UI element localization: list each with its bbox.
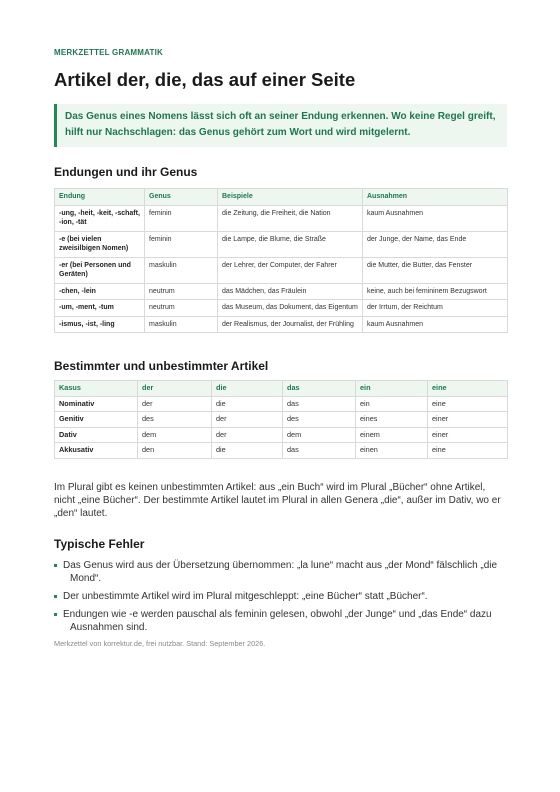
artikel-table — [54, 380, 508, 459]
table-cell: der Irrtum, der Reichtum — [363, 300, 508, 317]
table-cell: der Realismus, der Journalist, der Frühling — [218, 316, 363, 333]
table-header: der — [138, 381, 212, 397]
page-title: Artikel der, die, das auf einer Seite — [54, 69, 356, 90]
section-heading-fehler: Typische Fehler — [54, 536, 145, 551]
table-cell: -um, -ment, -tum — [55, 300, 145, 317]
table-header: ein — [356, 381, 428, 397]
table-cell: der — [212, 427, 283, 443]
table-cell: Akkusativ — [55, 443, 138, 459]
table-header: Beispiele — [218, 189, 363, 206]
table-row — [55, 427, 508, 443]
table-cell: das Mädchen, das Fräulein — [218, 283, 363, 300]
table-header-row — [55, 189, 508, 206]
table-cell: dem — [283, 427, 356, 443]
bullet-icon — [54, 564, 57, 567]
table-cell: einem — [356, 427, 428, 443]
table-cell: ein — [356, 396, 428, 412]
list-item — [54, 590, 507, 603]
table-row — [55, 300, 508, 317]
table-row — [55, 316, 508, 333]
table-cell: -ung, -heit, -keit, -schaft, -ion, -tät — [55, 205, 145, 231]
table-cell: neutrum — [145, 283, 218, 300]
table-cell: das — [283, 443, 356, 459]
table-header-row — [55, 381, 508, 397]
table-cell: der Lehrer, der Computer, der Fahrer — [218, 257, 363, 283]
table-cell: maskulin — [145, 257, 218, 283]
list-item-text: Das Genus wird aus der Übersetzung übernommen: „la lune“ macht aus „der Mond“ fälschlich „die Mond“. — [63, 559, 498, 584]
table-row — [55, 396, 508, 412]
endungen-table — [54, 188, 508, 333]
table-cell: -e (bei vielen zweisilbigen Nomen) — [55, 231, 145, 257]
table-cell: des — [283, 412, 356, 428]
table-cell: die — [212, 396, 283, 412]
table-cell: die Mutter, die Butter, das Fenster — [363, 257, 508, 283]
table-row — [55, 283, 508, 300]
table-cell: kaum Ausnahmen — [363, 316, 508, 333]
list-item-text: Der unbestimmte Artikel wird im Plural mitgeschleppt: „eine Bücher“ statt „Bücher“. — [63, 590, 428, 602]
table-cell: -ismus, -ist, -ling — [55, 316, 145, 333]
list-item — [54, 608, 507, 634]
section-heading-endungen: Endungen und ihr Genus — [54, 165, 198, 179]
table-header: das — [283, 381, 356, 397]
table-row — [55, 231, 508, 257]
table-row — [55, 443, 508, 459]
table-cell: die — [212, 443, 283, 459]
table-cell: einer — [428, 412, 508, 428]
table-cell: neutrum — [145, 300, 218, 317]
table-cell: das — [283, 396, 356, 412]
plural-note: Im Plural gibt es keinen unbestimmten Artikel: aus „ein Buch“ wird im Plural „Bücher“ ohne Artikel, nicht „eine Bücher“. Der bestimmte Artikel lautet im Plural in allen Genera „die“, außer im Dativ, wo er „den“ lautet. — [54, 481, 501, 519]
table-cell: einen — [356, 443, 428, 459]
table-cell: feminin — [145, 205, 218, 231]
bullet-icon — [54, 613, 57, 616]
table-cell: Dativ — [55, 427, 138, 443]
list-item-text: Endungen wie -e werden pauschal als feminin gelesen, obwohl „der Junge“ und „das Ende“ dazu Ausnahmen sind. — [63, 608, 492, 633]
table-cell: das Museum, das Dokument, das Eigentum — [218, 300, 363, 317]
table-cell: eine — [428, 443, 508, 459]
kicker-label: MERKZETTEL GRAMMATIK — [54, 48, 164, 57]
table-cell: der — [212, 412, 283, 428]
bullet-icon — [54, 595, 57, 598]
table-cell: den — [138, 443, 212, 459]
document-page — [54, 48, 507, 648]
table-cell: eines — [356, 412, 428, 428]
list-item — [54, 559, 507, 585]
table-header: Endung — [55, 189, 145, 206]
table-cell: des — [138, 412, 212, 428]
table-header: Kasus — [55, 381, 138, 397]
table-row — [55, 257, 508, 283]
callout-box: Das Genus eines Nomens lässt sich oft an seiner Endung erkennen. Wo keine Regel greift, hilft nur Nachschlagen: das Genus gehört zum Wort und wird mitgelernt. — [54, 104, 507, 147]
table-cell: -er (bei Personen und Geräten) — [55, 257, 145, 283]
table-row — [55, 205, 508, 231]
table-row — [55, 412, 508, 428]
table-cell: kaum Ausnahmen — [363, 205, 508, 231]
table-cell: die Lampe, die Blume, die Straße — [218, 231, 363, 257]
table-cell: Genitiv — [55, 412, 138, 428]
table-cell: die Zeitung, die Freiheit, die Nation — [218, 205, 363, 231]
table-cell: maskulin — [145, 316, 218, 333]
table-header: Genus — [145, 189, 218, 206]
section-heading-artikel: Bestimmter und unbestimmter Artikel — [54, 359, 269, 373]
table-cell: -chen, -lein — [55, 283, 145, 300]
footer-note: Merkzettel von korrektur.de, frei nutzbar. Stand: September 2026. — [54, 638, 266, 648]
table-cell: feminin — [145, 231, 218, 257]
table-cell: einer — [428, 427, 508, 443]
table-cell: der — [138, 396, 212, 412]
table-header: die — [212, 381, 283, 397]
table-cell: dem — [138, 427, 212, 443]
table-cell: eine — [428, 396, 508, 412]
table-header: Ausnahmen — [363, 189, 508, 206]
table-cell: keine, auch bei femininem Bezugswort — [363, 283, 508, 300]
table-header: eine — [428, 381, 508, 397]
fehler-list — [54, 559, 507, 634]
table-cell: Nominativ — [55, 396, 138, 412]
table-cell: der Junge, der Name, das Ende — [363, 231, 508, 257]
